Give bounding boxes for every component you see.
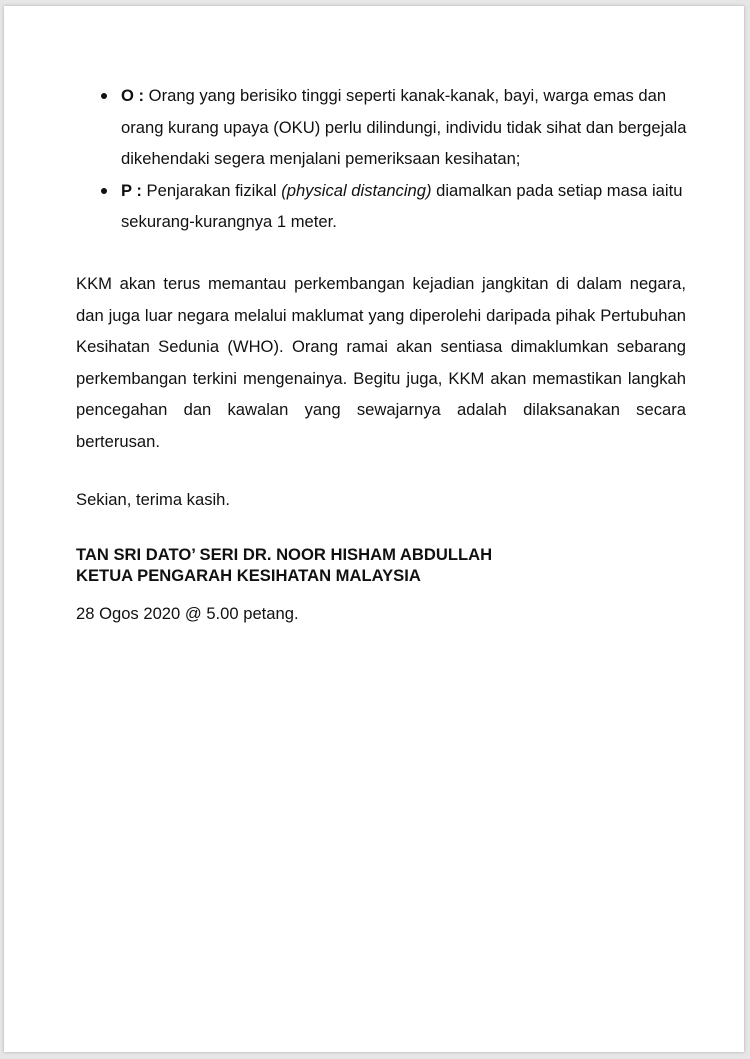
body-paragraph: KKM akan terus memantau perkembangan kejadian jangkitan di dalam negara, dan juga luar negara melalui maklumat yang diperolehi daripada pihak Pertubuhan Kesihatan Sedunia (WHO). Orang ramai akan sentiasa dimaklumkan sebarang perkembangan terkini mengenainya. Begitu juga, KKM akan memastikan langkah pencegahan dan kawalan yang sewajarnya adalah dilaksanakan secara berterusan. xyxy=(76,274,686,451)
bullet-text: Orang yang berisiko tinggi seperti kanak-kanak, bayi, warga emas dan orang kurang upaya (OKU) perlu dilindungi, individu tidak sihat dan bergejala dikehendaki segera menjalani pemeriksaan kesihatan; xyxy=(121,86,687,168)
signatory-title: KETUA PENGARAH KESIHATAN MALAYSIA xyxy=(76,566,421,585)
bullet-list xyxy=(104,80,689,238)
bullet-key: P : xyxy=(121,180,142,200)
bullet-item-p xyxy=(104,175,689,238)
bullet-text-after: diamalkan pada setiap masa iaitu sekurang-kurangnya 1 meter. xyxy=(121,180,683,231)
document-page xyxy=(4,6,744,1052)
bullet-dot-icon xyxy=(101,188,107,194)
signatory-name: TAN SRI DATO’ SERI DR. NOOR HISHAM ABDULLAH xyxy=(76,545,493,564)
bullet-item-o xyxy=(104,80,689,175)
closing-line: Sekian, terima kasih. xyxy=(76,490,231,509)
signature-block xyxy=(76,544,492,586)
bullet-dot-icon xyxy=(101,93,107,99)
date-line: 28 Ogos 2020 @ 5.00 petang. xyxy=(76,604,299,623)
bullet-key: O : xyxy=(121,86,145,105)
bullet-text-italic: (physical distancing) xyxy=(281,180,432,200)
bullet-text-before: Penjarakan fizikal xyxy=(141,180,282,200)
